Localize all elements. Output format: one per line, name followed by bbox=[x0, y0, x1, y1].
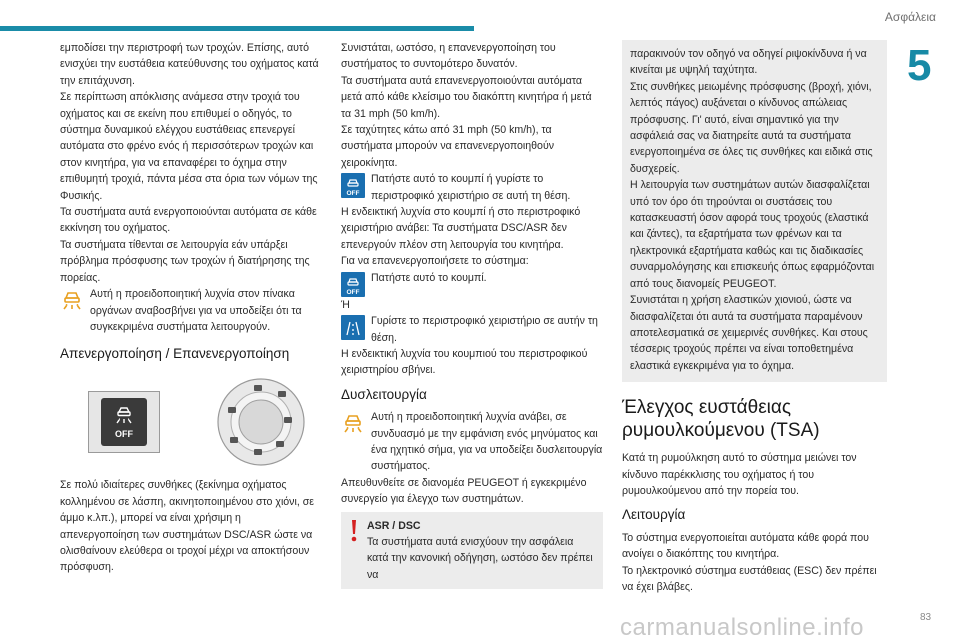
paragraph: Η λειτουργία των συστημάτων αυτών διασφαλίζεται υπό τον όρο ότι τηρούνται οι συστάσεις του κατασκευαστή όσον αφορά τους τροχούς (ελαστικά και ζάντες), τα εξαρτήματα των φρένων και τα ηλεκτρονικά εξαρτήματα καθώς και τις διαδικασίες συναρμολόγησης και επισκευής όπως εφαρμόζονται από τους διανομείς PEUGEOT. bbox=[630, 179, 875, 290]
section-heading: Δυσλειτουργία bbox=[341, 386, 427, 402]
controls-illustration bbox=[60, 375, 322, 467]
section-title: Έλεγχος ευστάθειας ρυμουλκούμενου (TSA) bbox=[622, 397, 820, 442]
dsc-off-button-icon bbox=[341, 272, 365, 297]
rotary-position-icon bbox=[341, 315, 365, 340]
warning-row bbox=[347, 518, 597, 584]
button-instruction bbox=[341, 270, 603, 297]
or-text: Ή bbox=[341, 298, 350, 311]
dsc-button-panel bbox=[88, 391, 160, 453]
watermark: carmanualsonline.info bbox=[620, 614, 864, 641]
paragraph: Στις συνθήκες μειωμένης πρόσφυσης (βροχή, χιόνι, λεπτός πάγος) αυξάνεται ο κίνδυνος απώλειας πρόσφυσης. Γι' αυτό, είναι σημαντικό για την ασφάλειά σας να διατηρείτε αυτά τα συστήματα ενεργοποιημένα σε όλες τις συνθήκες και ειδικά στις δυσχερείς. bbox=[630, 80, 873, 175]
warning-text: Τα συστήματα αυτά ενισχύουν την ασφάλεια κατά την κανονική οδήγηση, ωστόσο δεν πρέπει να bbox=[367, 535, 593, 581]
paragraph: Γυρίστε το περιστροφικό χειριστήριο σε αυτήν τη θέση. bbox=[371, 315, 598, 344]
exclamation-icon bbox=[347, 518, 361, 544]
off-label: OFF bbox=[115, 428, 133, 439]
column-1 bbox=[60, 40, 322, 576]
paragraph: Συνιστάται η χρήση ελαστικών χιονιού, ώστε να διασφαλίζεται ότι αυτά τα συστήματα παραμένουν αποτελεσματικά σε χειμερινές συνθήκες. Και στους τέσσερις τροχούς πρέπει να είναι τοποθετημένα ελαστικά εγκεκριμένα για το όχημα. bbox=[630, 294, 868, 372]
road-icon bbox=[345, 320, 361, 336]
paragraph: Τα συστήματα τίθενται σε λειτουργία εάν υπάρξει πρόβλημα πρόσφυσης των τροχών ή διατήρησης της πορείας. bbox=[60, 238, 310, 284]
paragraph: παρακινούν τον οδηγό να οδηγεί ριψοκίνδυνα ή να κινείται με υψηλή ταχύτητα. bbox=[630, 48, 867, 77]
rotary-instruction bbox=[341, 313, 603, 346]
paragraph: Η ενδεικτική λυχνία στο κουμπί ή στο περιστροφικό χειριστήριο ανάβει: Τα συστήματα DSC/ASR δεν επενεργούν πλέον στη λειτουργία του κινητήρα. bbox=[341, 206, 581, 251]
skid-warning-icon bbox=[60, 288, 84, 310]
skid-car-icon bbox=[114, 404, 134, 424]
rotary-selector-icon[interactable] bbox=[216, 377, 306, 467]
paragraph: Πατήστε αυτό το κουμπί. bbox=[371, 271, 487, 284]
paragraph: Συνιστάται, ωστόσο, η επανενεργοποίηση του συστήματος το συντομότερο δυνατόν. bbox=[341, 42, 556, 71]
paragraph: Για να επανενεργοποιήσετε το σύστημα: bbox=[341, 255, 529, 268]
dsc-off-button-icon bbox=[341, 173, 365, 198]
column-3 bbox=[622, 40, 887, 595]
paragraph: Αυτή η προειδοποιητική λυχνία ανάβει, σε συνδυασμό με την εμφάνιση ενός μηνύματος και ένα ηχητικό σήμα, για να υποδείξει δυσλειτουργία συστήματος. bbox=[371, 411, 603, 473]
page-number: 83 bbox=[920, 612, 932, 623]
paragraph: Σε περίπτωση απόκλισης ανάμεσα στην τροχιά του οχήματος και σε εκείνη που επιθυμεί ο οδηγός, το σύστημα δυναμικού ελέγχου ευστάθειας επενεργεί αυτόματα στο φρένο ενός ή περισσότερων τροχών και στον κινητήρα, για να επαναφέρει το όχημα στην επιθυμητή τροχιά, πάντα μέσα στα όρια των νόμων της Φυσικής. bbox=[60, 91, 318, 202]
paragraph: Αυτή η προειδοποιητική λυχνία στον πίνακα οργάνων αναβοσβήνει για να υποδείξει ότι τα συγκεκριμένα συστήματα λειτουργούν. bbox=[90, 288, 302, 333]
column-2 bbox=[341, 40, 603, 589]
paragraph: Τα συστήματα αυτά επανενεργοποιούνται αυτόματα μετά από κάθε κλείσιμο του διακόπτη κινητήρα ή μετά τα 31 mph (50 km/h). bbox=[341, 74, 592, 120]
paragraph: Πατήστε αυτό το κουμπί ή γυρίστε το περιστροφικό χειριστήριο σε αυτή τη θέση. bbox=[371, 173, 571, 202]
paragraph: Η ενδεικτική λυχνία του κουμπιού του περιστροφικού χειριστηρίου σβήνει. bbox=[341, 347, 588, 377]
section-heading: Λειτουργία bbox=[622, 507, 686, 523]
chapter-number: 5 bbox=[907, 41, 932, 90]
paragraph: εμποδίσει την περιστροφή των τροχών. Επίσης, αυτό ενισχύει την ευστάθεια κατεύθυνσης του οχήματος κατά την επιτάχυνση. bbox=[60, 42, 319, 87]
warning-lamp-note bbox=[341, 409, 603, 475]
paragraph: Το ηλεκτρονικό σύστημα ευστάθειας (ESC) δεν πρέπει να έχει βλάβες. bbox=[622, 564, 877, 593]
safety-warning-box bbox=[341, 512, 603, 590]
paragraph: Τα συστήματα αυτά ενεργοποιούνται αυτόματα σε κάθε εκκίνηση του οχήματος. bbox=[60, 206, 317, 235]
safety-warning-box-continued bbox=[622, 40, 887, 382]
warning-lamp-note bbox=[60, 286, 322, 335]
paragraph: Το σύστημα ενεργοποιείται αυτόματα κάθε φορά που ανοίγει ο διακόπτης του κινητήρα. bbox=[622, 531, 869, 561]
paragraph: Σε πολύ ιδιαίτερες συνθήκες (ξεκίνημα οχήματος κολλημένου σε λάσπη, ακινητοποιημένου στο χιόνι, σε άμμο κ.λπ.), μπορεί να είναι χρήσιμη η απενεργοποίηση των συστημάτων DSC/ASR ώστε να ολισθαίνουν ελεύθερα οι τροχοί μέχρι να αποκτήσουν πρόσφυση. bbox=[60, 479, 314, 574]
paragraph: Σε ταχύτητες κάτω από 31 mph (50 km/h), τα συστήματα μπορούν να επανενεργοποιηθούν χειροκίνητα. bbox=[341, 124, 555, 169]
section-heading: Απενεργοποίηση / Επανενεργοποίηση bbox=[60, 346, 290, 362]
dsc-off-button[interactable] bbox=[101, 398, 147, 446]
paragraph: Απευθυνθείτε σε διανομέα PEUGEOT ή εγκεκριμένο συνεργείο για έλεγχο των συστημάτων. bbox=[341, 476, 587, 506]
button-instruction bbox=[341, 171, 603, 204]
off-label: OFF bbox=[346, 190, 360, 198]
warning-heading: ASR / DSC bbox=[367, 519, 421, 532]
skid-warning-icon bbox=[341, 411, 365, 433]
page-header-title: Ασφάλεια bbox=[884, 10, 936, 24]
header-accent-bar bbox=[0, 26, 474, 31]
paragraph: Κατά τη ρυμούλκηση αυτό το σύστημα μειώνει τον κίνδυνο παρέκκλισης του οχήματος ή του ρυμουλκούμενου από την πορεία του. bbox=[622, 452, 857, 497]
off-label: OFF bbox=[346, 288, 360, 296]
